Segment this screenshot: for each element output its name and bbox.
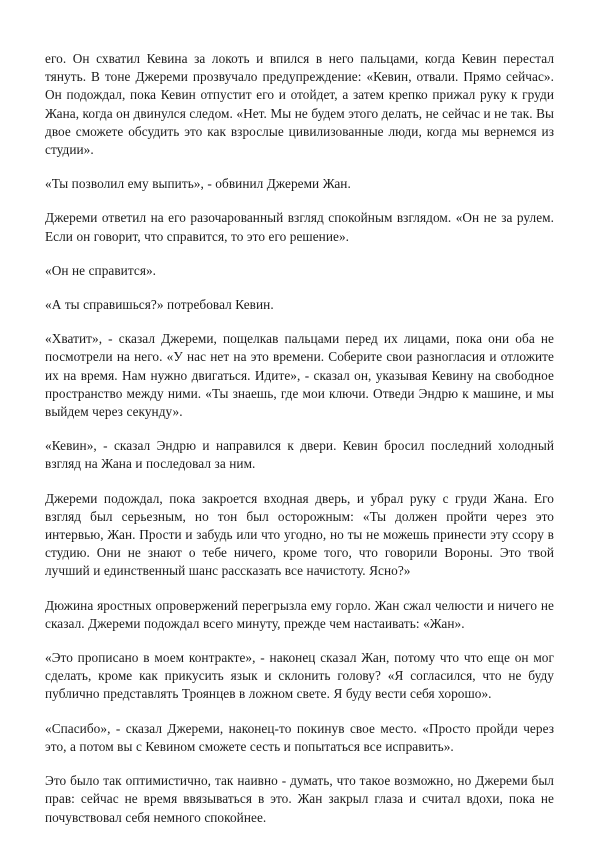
paragraph: Джереми ответил на его разочарованный взгляд спокойным взглядом. «Он не за рулем. Если он говорит, что справится, то это его решение». [45, 210, 554, 244]
paragraph: его. Он схватил Кевина за локоть и впился в него пальцами, когда Кевин перестал тянуть. В тоне Джереми прозвучало предупреждение: «Кевин, отвали. Прямо сейчас». Он подождал, пока Кевин отпустит его и отойдет, а затем крепко прижал руку к груди Жана, когда он двинулся следом. «Нет. Мы не будем этого делать, не сейчас и не так. Вы двое сможете обсудить это как взрослые цивилизованные люди, когда мы вернемся из студии». [45, 51, 554, 158]
paragraph: «Спасибо», - сказал Джереми, наконец-то покинув свое место. «Просто пройди через это, а потом вы с Кевином сможете сесть и попытаться все исправить». [45, 720, 554, 754]
paragraph: Дюжина яростных опровержений перегрызла ему горло. Жан сжал челюсти и ничего не сказал. Джереми подождал всего минуту, прежде чем настаивать: «Жан». [45, 597, 554, 631]
paragraph: Это было так оптимистично, так наивно - думать, что такое возможно, но Джереми был прав: сейчас не время ввязываться в это. Жан закрыл глаза и считал вдохи, пока не почувствовал себя немного спокойнее. [45, 773, 554, 825]
document-body [45, 50, 554, 827]
paragraph: «Он не справится». [45, 262, 157, 278]
paragraph: «Это прописано в моем контракте», - наконец сказал Жан, потому что что еще он мог сделать, кроме как прикусить язык и склонить голову? «Я согласился, что не буду публично представлять Троянцев в ложном свете. Я буду вести себя хорошо». [45, 650, 554, 702]
paragraph: Джереми подождал, пока закроется входная дверь, и убрал руку с груди Жана. Его взгляд был серьезным, но тон был осторожным: «Ты должен пройти через это интервью, Жан. Прости и забудь или что угодно, но ты не можешь принести эту ссору в студию. Они не знают о тебе ничего, кроме того, что говорили Вороны. Это твой лучший и единственный шанс рассказать все начистоту. Ясно?» [45, 490, 554, 579]
paragraph: «Хватит», - сказал Джереми, пощелкав пальцами перед их лицами, пока они оба не посмотрели на него. «У нас нет на это времени. Соберите свои разногласия и отложите их на время. Нам нужно двигаться. Идите», - сказал он, указывая Кевину на свободное пространство между ними. «Ты знаешь, где мои ключи. Отведи Эндрю к машине, и мы выйдем через секунду». [45, 331, 554, 420]
paragraph: «Кевин», - сказал Эндрю и направился к двери. Кевин бросил последний холодный взгляд на Жана и последовал за ним. [45, 438, 554, 472]
paragraph: «А ты справишься?» потребовал Кевин. [45, 297, 274, 313]
paragraph: «Ты позволил ему выпить», - обвинил Джереми Жан. [45, 176, 351, 192]
